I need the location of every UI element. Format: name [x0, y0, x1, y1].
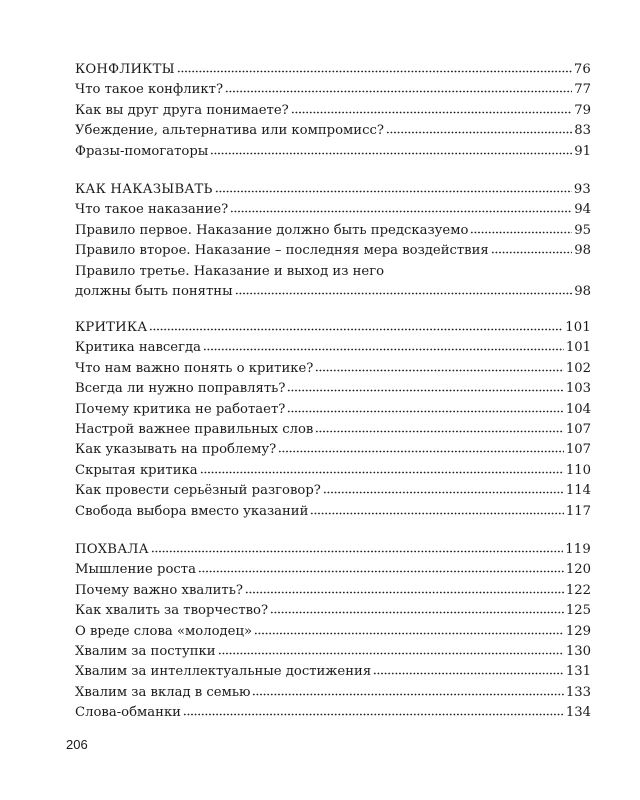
dot-leader	[287, 403, 564, 413]
dot-leader	[315, 423, 564, 433]
toc-entry	[75, 379, 591, 399]
dot-leader	[230, 203, 572, 213]
toc-entry-page: 122	[565, 582, 591, 598]
toc-entry	[75, 581, 591, 601]
dot-leader	[252, 686, 563, 696]
toc-heading-label: КОНФЛИКТЫ	[75, 62, 175, 77]
toc-entry	[75, 121, 591, 141]
dot-leader	[149, 321, 563, 331]
dot-leader	[198, 563, 564, 573]
dot-leader	[373, 665, 564, 675]
toc-entry-page: 98	[574, 283, 591, 299]
toc-entry-page: 107	[565, 421, 591, 437]
toc-entry-label: Свобода выбора вместо указаний	[75, 503, 309, 519]
toc-entry-page: 83	[574, 123, 591, 139]
page-number: 206	[66, 737, 88, 752]
toc-entry	[75, 101, 591, 121]
toc-entry	[75, 241, 591, 261]
toc-entry-page: 114	[565, 483, 591, 499]
dot-leader	[151, 543, 563, 553]
dot-leader	[491, 244, 572, 254]
toc-entry-page: 131	[565, 664, 591, 680]
toc-entry	[75, 221, 591, 241]
toc-entry	[75, 662, 591, 682]
toc-entry	[75, 560, 591, 580]
dot-leader	[215, 183, 572, 193]
dot-leader	[210, 145, 572, 155]
toc-entry	[75, 683, 591, 703]
dot-leader	[310, 505, 563, 515]
toc-entry-page: 133	[565, 684, 591, 700]
toc-entry-label-line1: Правило третье. Наказание и выход из него	[75, 263, 385, 279]
toc-entry-label: Всегда ли нужно поправлять?	[75, 381, 286, 397]
toc-entry-label: Скрытая критика	[75, 462, 198, 478]
dot-leader	[225, 83, 572, 93]
toc-entry-label: Правило первое. Наказание должно быть предсказуемо	[75, 222, 469, 238]
toc-entry-label: Убеждение, альтернатива или компромисс?	[75, 123, 384, 139]
toc-entry	[75, 420, 591, 440]
toc-heading-label: КАК НАКАЗЫВАТЬ	[75, 182, 213, 197]
toc-entry-label: Настрой важнее правильных слов	[75, 421, 314, 437]
toc-heading-label: ПОХВАЛА	[75, 542, 149, 557]
dot-leader	[183, 706, 564, 716]
dot-leader	[278, 443, 564, 453]
toc-entry-label: Хвалим за вклад в семью	[75, 684, 251, 700]
toc-entry-page: 130	[565, 643, 591, 659]
dot-leader	[386, 124, 572, 134]
toc-entry-label: Мышление роста	[75, 562, 196, 578]
toc-entry-page: 95	[574, 222, 591, 238]
toc-entry	[75, 440, 591, 460]
dot-leader	[315, 362, 563, 372]
toc-entry-label: Как вы друг друга понимаете?	[75, 102, 289, 118]
toc-entry-label: Как хвалить за творчество?	[75, 603, 269, 619]
toc-entry	[75, 601, 591, 621]
toc-heading-label: КРИТИКА	[75, 320, 148, 335]
toc-entry	[75, 622, 591, 642]
toc-section-praise	[75, 540, 591, 724]
toc-section-conflicts	[75, 60, 591, 162]
toc-entry-page: 103	[565, 381, 591, 397]
toc-entry-label: Что такое конфликт?	[75, 82, 224, 98]
toc-entry-label: Фразы-помогаторы	[75, 143, 209, 159]
toc-entry	[75, 642, 591, 662]
toc-heading	[75, 540, 591, 560]
toc-entry-page: 98	[574, 243, 591, 259]
dot-leader	[287, 382, 563, 392]
toc-entry-label: Как провести серьёзный разговор?	[75, 483, 321, 499]
toc-entry-label: Критика навсегда	[75, 340, 201, 356]
toc-heading-page: 76	[573, 62, 591, 77]
toc-entry	[75, 338, 591, 358]
toc-entry-page: 107	[565, 442, 591, 458]
toc-entry-label: О вреде слова «молодец»	[75, 623, 253, 639]
toc-entry-page: 101	[565, 340, 591, 356]
toc-entry-page: 79	[574, 102, 591, 118]
toc-heading	[75, 60, 591, 80]
dot-leader	[235, 285, 573, 295]
toc-entry-page: 117	[565, 503, 591, 519]
dot-leader	[254, 625, 564, 635]
toc-entry-page: 134	[565, 705, 591, 721]
dot-leader	[203, 341, 564, 351]
toc-entry-label: Хвалим за интеллектуальные достижения	[75, 664, 372, 680]
toc-entry-label: должны быть понятны	[75, 283, 233, 299]
toc-entry-page: 94	[574, 202, 591, 218]
toc-entry-page: 110	[565, 462, 591, 478]
toc-entry-page: 102	[565, 360, 591, 376]
toc-entry-page: 91	[574, 143, 591, 159]
toc-heading-page: 101	[565, 320, 591, 335]
toc-heading	[75, 318, 591, 338]
dot-leader	[470, 224, 572, 234]
toc-entry	[75, 282, 591, 302]
toc-entry-label: Слова-обманки	[75, 705, 181, 721]
toc-entry-page: 129	[565, 623, 591, 639]
toc-entry-page: 120	[565, 562, 591, 578]
toc-entry-label: Хвалим за поступки	[75, 643, 216, 659]
toc-entry	[75, 359, 591, 379]
toc-entry	[75, 142, 591, 162]
toc-entry-label: Почему критика не работает?	[75, 401, 286, 417]
toc-entry	[75, 400, 591, 420]
toc-entry	[75, 461, 591, 481]
toc-entry	[75, 703, 591, 723]
toc-heading-page: 119	[565, 542, 591, 557]
toc-entry	[75, 481, 591, 501]
dot-leader	[291, 104, 572, 114]
toc-entry-label: Правило второе. Наказание – последняя мера воздействия	[75, 243, 489, 259]
toc-entry	[75, 200, 591, 220]
toc-section-punishment	[75, 180, 591, 302]
toc-entry-label: Почему важно хвалить?	[75, 582, 243, 598]
dot-leader	[245, 584, 564, 594]
toc-entry	[75, 80, 591, 100]
dot-leader	[200, 464, 564, 474]
toc-entry-label: Что такое наказание?	[75, 202, 229, 218]
dot-leader	[218, 645, 564, 655]
toc-heading	[75, 180, 591, 200]
toc-entry-page: 104	[565, 401, 591, 417]
toc-entry-page: 125	[565, 603, 591, 619]
toc-entry-line1	[75, 262, 591, 282]
toc-entry-label: Как указывать на проблему?	[75, 442, 277, 458]
dot-leader	[270, 604, 564, 614]
dot-leader	[323, 484, 564, 494]
dot-leader	[177, 63, 572, 73]
toc-entry-label: Что нам важно понять о критике?	[75, 360, 314, 376]
toc-entry-page: 77	[574, 82, 591, 98]
toc-heading-page: 93	[573, 182, 591, 197]
toc-entry	[75, 502, 591, 522]
toc-section-criticism	[75, 318, 591, 522]
